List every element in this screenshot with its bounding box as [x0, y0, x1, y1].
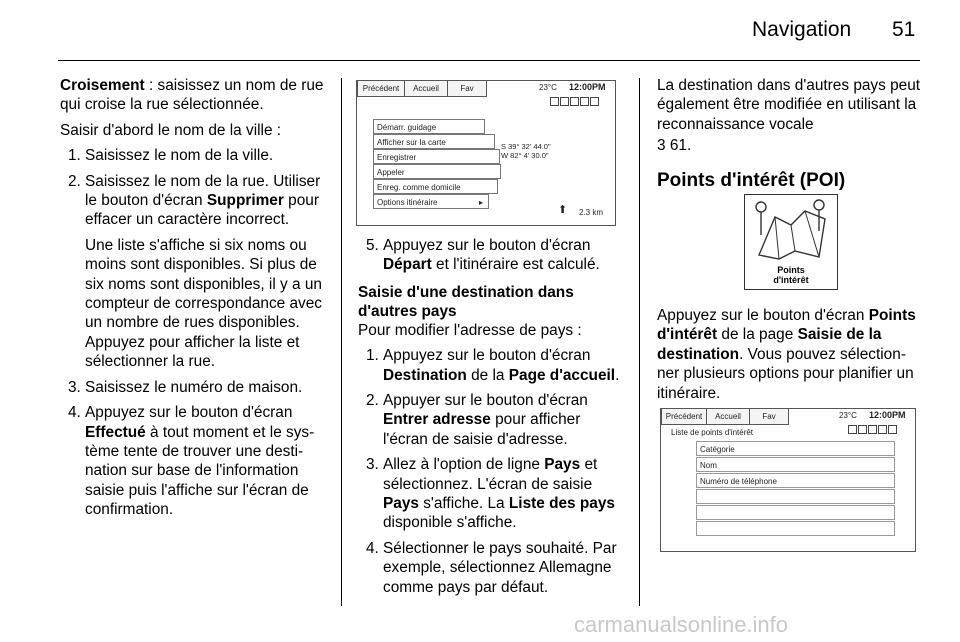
intro-paragraph: Croisement : saisissez un nom de rue qui croise la rue sélectionnée. — [60, 77, 324, 114]
lead-paragraph: Pour modifier l'adresse de pays : — [358, 321, 582, 339]
list-item: 1. Appuyez sur le bouton d'écran Destination de la Page d'accueil. — [366, 347, 620, 384]
step5-list — [358, 236, 626, 275]
left-column — [60, 76, 328, 526]
start-guidance-button[interactable]: Démarr. guidage — [373, 119, 485, 134]
header-rule — [58, 60, 920, 61]
clock: 12:00PM — [569, 82, 606, 92]
page-title: Navigation — [752, 18, 852, 41]
longitude: W 82° 4' 30.0" — [501, 151, 549, 160]
status-icon — [550, 97, 559, 106]
clock: 12:00PM — [869, 410, 906, 420]
call-button[interactable]: Appeler — [373, 164, 501, 179]
list-item: 4. Appuyez sur le bouton d'écran Effectué à tout moment et le système tente de trouver une destination sur base de l'information saisie puis l'affiche sur l'écran de confirmation. — [68, 404, 315, 519]
list-item: 2. Saisissez le nom de la rue. Utiliser le bouton d'écran Supprimer pour effacer un caractère incorrect. Une liste s'affiche si six noms ou moins sont disponibles. Si plus de six noms sont disponibles, il y a un compteur de correspondance avec un nombre de rues disponibles. Appuyez pour afficher la liste et sélectionner la rue. — [60, 172, 328, 372]
route-options-button[interactable]: Options itinéraire ▸ — [373, 194, 489, 209]
poi-list-screen — [660, 408, 916, 552]
status-icon — [878, 425, 887, 434]
list-item: 5. Appuyez sur le bouton d'écran Départ et l'itinéraire est calculé. — [366, 237, 600, 274]
list-item: 2. Appuyer sur le bouton d'écran Entrer adresse pour afficher l'écran de saisie d'adresse. — [366, 392, 588, 448]
watermark: carmanualsonline.info — [574, 612, 789, 637]
phone-number-row[interactable]: Numéro de téléphone — [696, 473, 895, 488]
status-icon — [858, 425, 867, 434]
tab-accueil[interactable]: Accueil — [404, 81, 448, 97]
tab-precedent[interactable]: Précédent — [661, 409, 707, 425]
save-button[interactable]: Enregistrer — [373, 149, 500, 164]
save-as-home-button[interactable]: Enreg. comme domicile — [373, 179, 498, 194]
list-item: 1. Saisissez le nom de la ville. — [68, 147, 274, 165]
poi-paragraph: Appuyez sur le bouton d'écran Points d'intérêt de la page Saisie de la destination. Vous pouvez sélectionner plusieurs options pour planifier un itinéraire. — [657, 307, 916, 402]
status-icon — [868, 425, 877, 434]
poi-icon-label: d'intérêt — [773, 275, 809, 285]
status-icons — [549, 97, 599, 108]
tab-fav[interactable]: Fav — [447, 81, 487, 97]
status-icon — [848, 425, 857, 434]
empty-row — [696, 489, 895, 504]
destination-confirmation-screen — [356, 80, 616, 226]
page-reference: 3 61. — [657, 137, 692, 155]
column-divider — [639, 78, 640, 606]
section-heading: Saisie d'une destination dans d'autres pays — [358, 283, 574, 320]
tab-precedent[interactable]: Précédent — [357, 81, 405, 97]
middle-column — [358, 236, 626, 603]
status-icon — [590, 97, 599, 106]
empty-row — [696, 505, 895, 520]
country-steps-list — [358, 346, 626, 597]
voice-recognition-paragraph: La destination dans d'autres pays peut également être modifiée en utilisant la reconnaissance vocale — [657, 77, 921, 133]
status-icon — [888, 425, 897, 434]
column-divider — [341, 78, 342, 606]
temperature: 23°C — [839, 411, 857, 420]
list-item: 4. Sélectionner le pays souhaité. Par exemple, sélectionnez Allemagne comme pays par défaut. — [366, 539, 617, 596]
status-icon — [570, 97, 579, 106]
empty-row — [696, 521, 895, 536]
list-item-note: Une liste s'affiche si six noms ou moins sont disponibles. Si plus de six noms sont disponibles, il y a un compteur de correspondance avec un nombre de rues disponibles. Appuyez pour afficher la liste et sélectionner la rue. — [85, 236, 322, 371]
page-number: 51 — [892, 18, 916, 41]
arrow-right-icon: ▸ — [478, 198, 483, 207]
city-steps-list — [60, 146, 328, 519]
right-column-lower — [657, 306, 923, 409]
poi-button-icon — [744, 194, 838, 290]
tab-fav[interactable]: Fav — [749, 409, 789, 425]
distance: 2.3 km — [579, 208, 604, 217]
direction-arrow-icon: ⬆ — [558, 204, 568, 216]
poi-heading: Points d'intérêt (POI) — [657, 169, 846, 191]
category-row[interactable]: Catégorie — [696, 441, 895, 456]
list-title: Liste de points d'intérêt — [671, 428, 754, 437]
right-column — [657, 76, 923, 192]
latitude: S 39° 32' 44.0" — [501, 142, 551, 151]
tab-accueil[interactable]: Accueil — [706, 409, 750, 425]
status-icon — [560, 97, 569, 106]
page-header — [0, 0, 960, 62]
poi-icon-label: Points — [777, 265, 805, 275]
list-item: 3. Saisissez le numéro de maison. — [68, 378, 303, 396]
show-on-map-button[interactable]: Afficher sur la carte — [373, 134, 495, 149]
map-pins-icon — [745, 195, 837, 265]
lead-paragraph: Saisir d'abord le nom de la ville : — [60, 121, 282, 139]
status-icons — [847, 425, 897, 436]
name-row[interactable]: Nom — [696, 457, 895, 472]
status-icon — [580, 97, 589, 106]
list-item: 3. Allez à l'option de ligne Pays et sélectionnez. L'écran de saisie Pays s'affiche. La Liste des pays disponible s'affiche. — [366, 456, 615, 532]
temperature: 23°C — [539, 83, 557, 92]
